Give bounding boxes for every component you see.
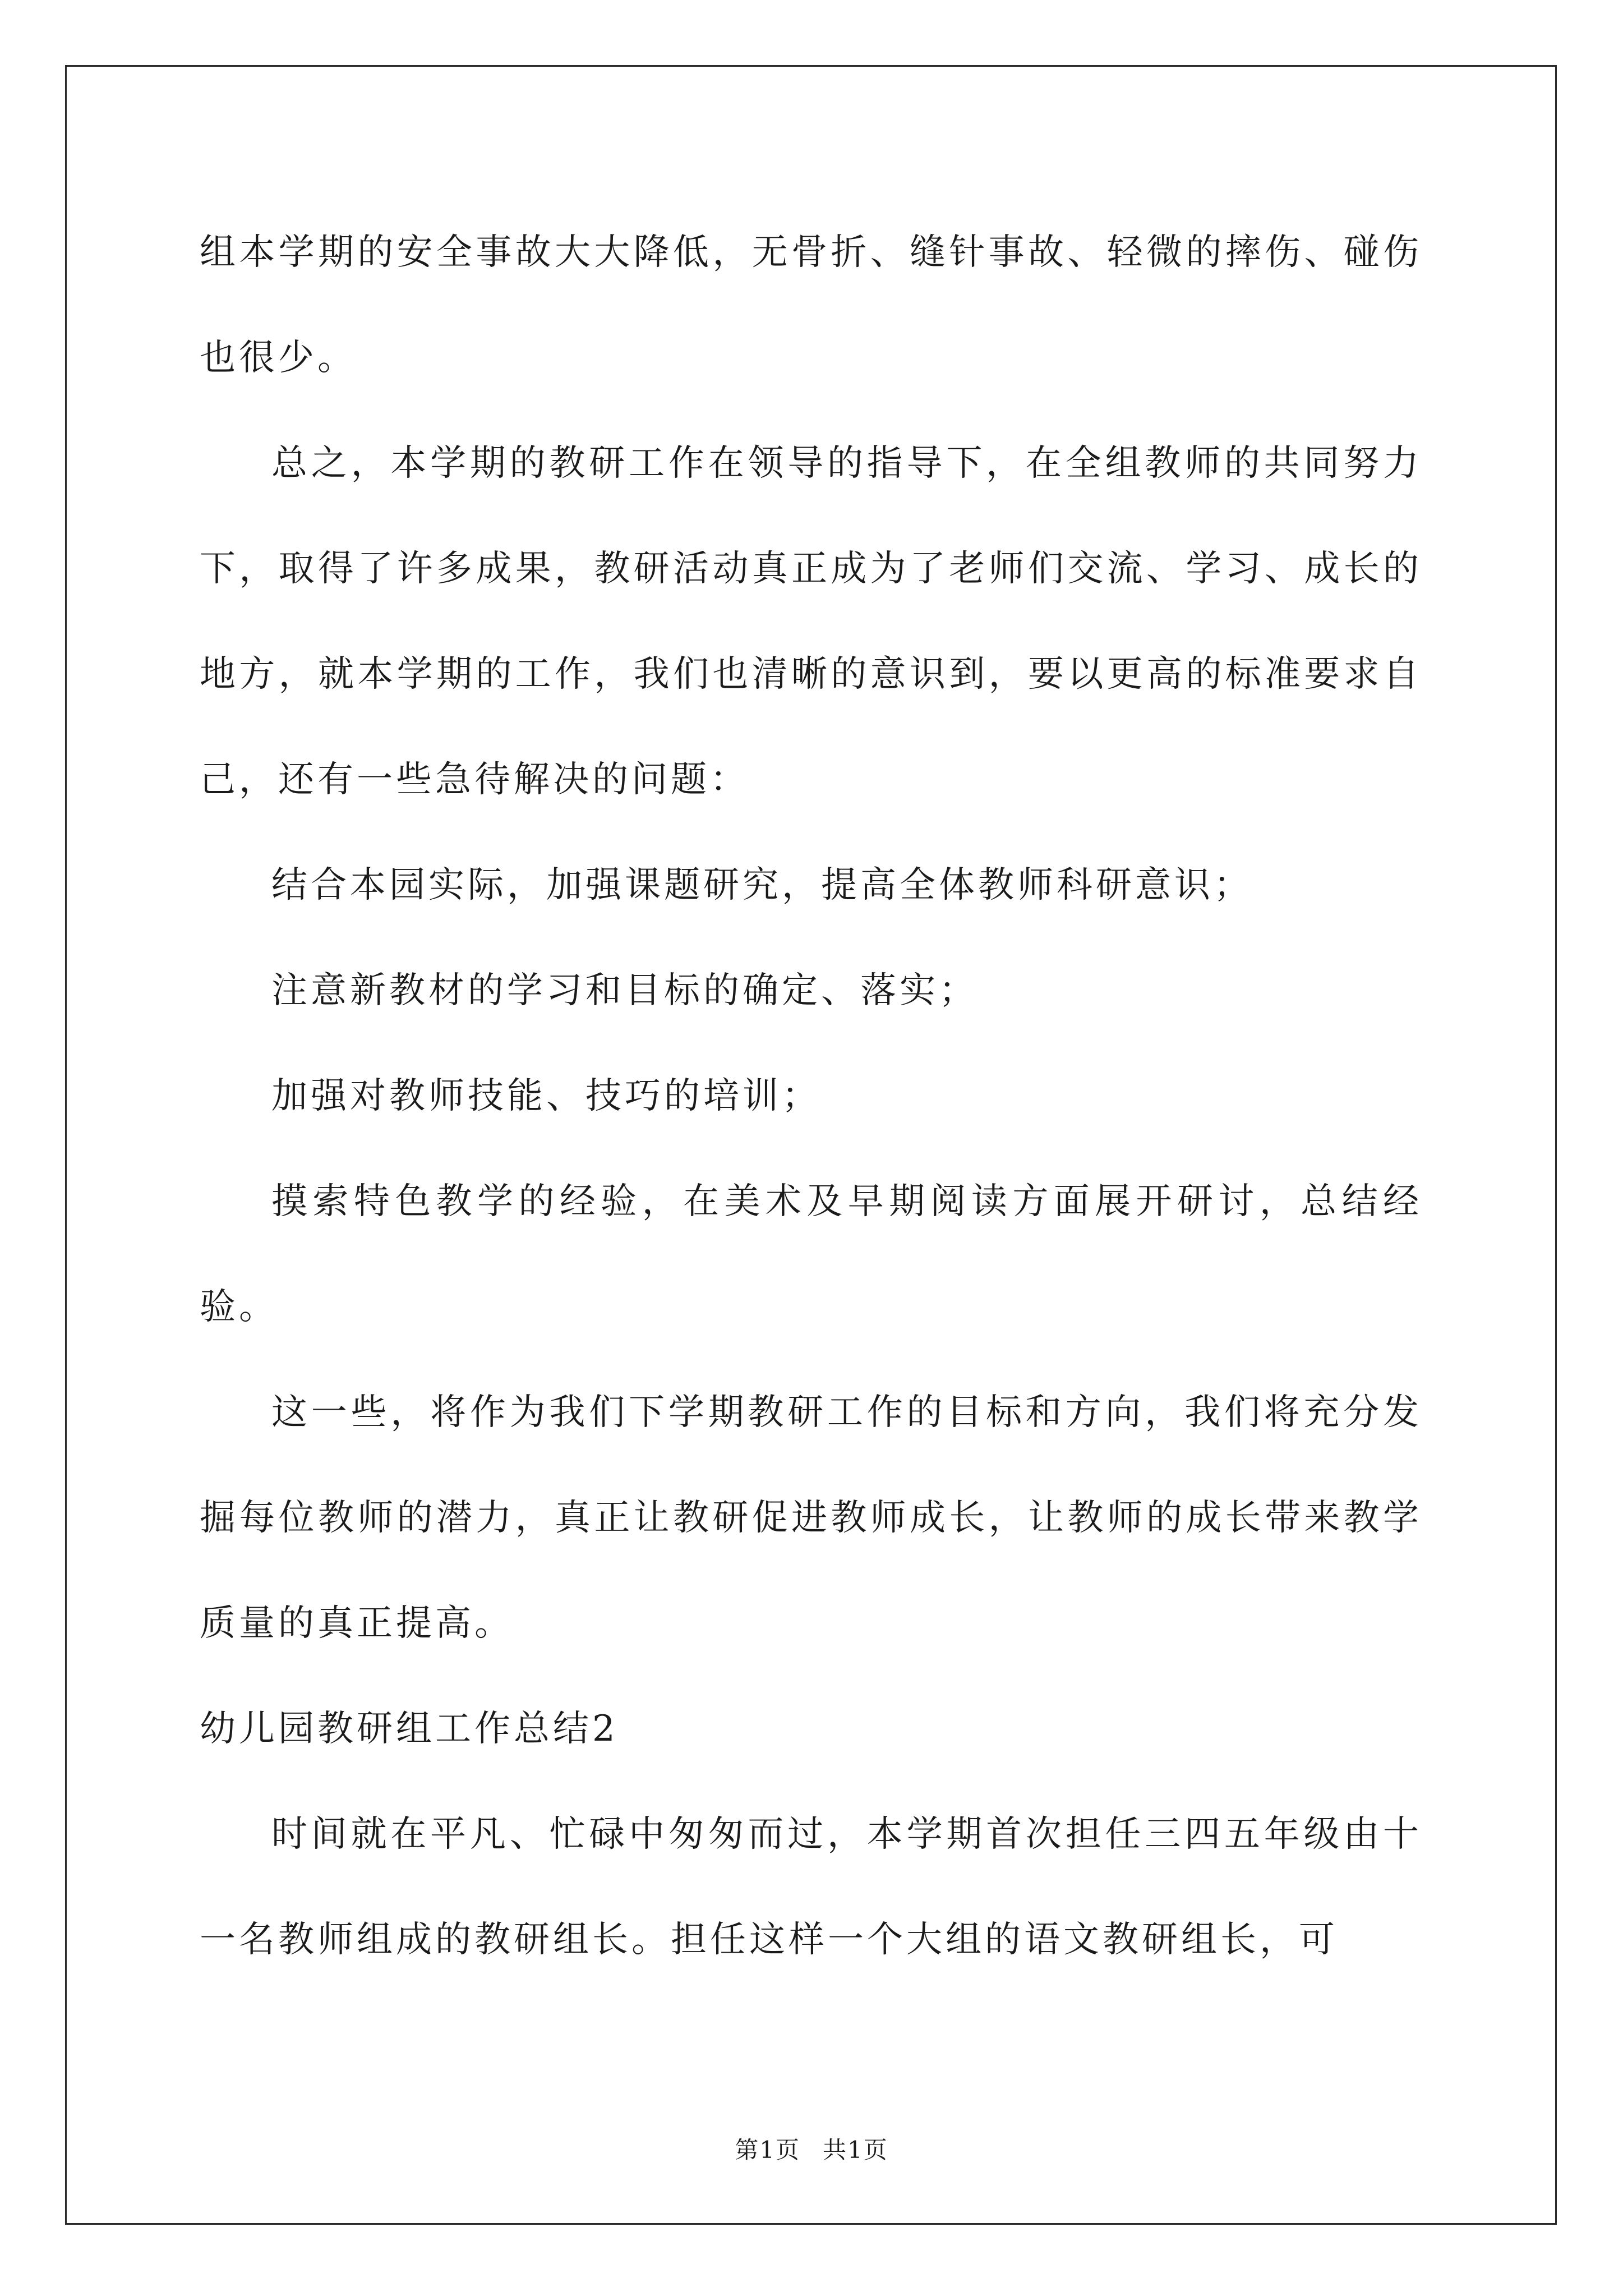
page-footer — [0, 2132, 1623, 2165]
paragraph-1: 组本学期的安全事故大大降低，无骨折、缝针事故、轻微的摔伤、碰伤也很少。 — [200, 232, 1422, 379]
paragraph-3: 这一些，将作为我们下学期教研工作的目标和方向，我们将充分发掘每位教师的潜力，真正让教研促进教师成长，让教师的成长带来教学质量的真正提高。 — [200, 1392, 1422, 1644]
list-item-4: 摸索特色教学的经验，在美术及早期阅读方面展开研讨，总结经验。 — [200, 1181, 1422, 1328]
document-body — [200, 200, 1422, 1993]
paragraph-2: 总之，本学期的教研工作在领导的指导下，在全组教师的共同努力下，取得了许多成果，教研活动真正成为了老师们交流、学习、成长的地方，就本学期的工作，我们也清晰的意识到，要以更高的标准要求自己，还有一些急待解决的问题： — [200, 443, 1422, 800]
list-item-1: 结合本园实际，加强课题研究，提高全体教师科研意识； — [271, 864, 1253, 906]
page-number-total: 共1页 — [823, 2136, 888, 2164]
page-number-current: 第1页 — [735, 2136, 800, 2164]
section-paragraph-1: 时间就在平凡、忙碌中匆匆而过，本学期首次担任三四五年级由十一名教师组成的教研组长。担任这样一个大组的语文教研组长，可 — [200, 1814, 1422, 1961]
list-item-3: 加强对教师技能、技巧的培训； — [271, 1075, 821, 1117]
list-item-2: 注意新教材的学习和目标的确定、落实； — [271, 970, 978, 1011]
section-title: 幼儿园教研组工作总结2 — [200, 1708, 619, 1750]
